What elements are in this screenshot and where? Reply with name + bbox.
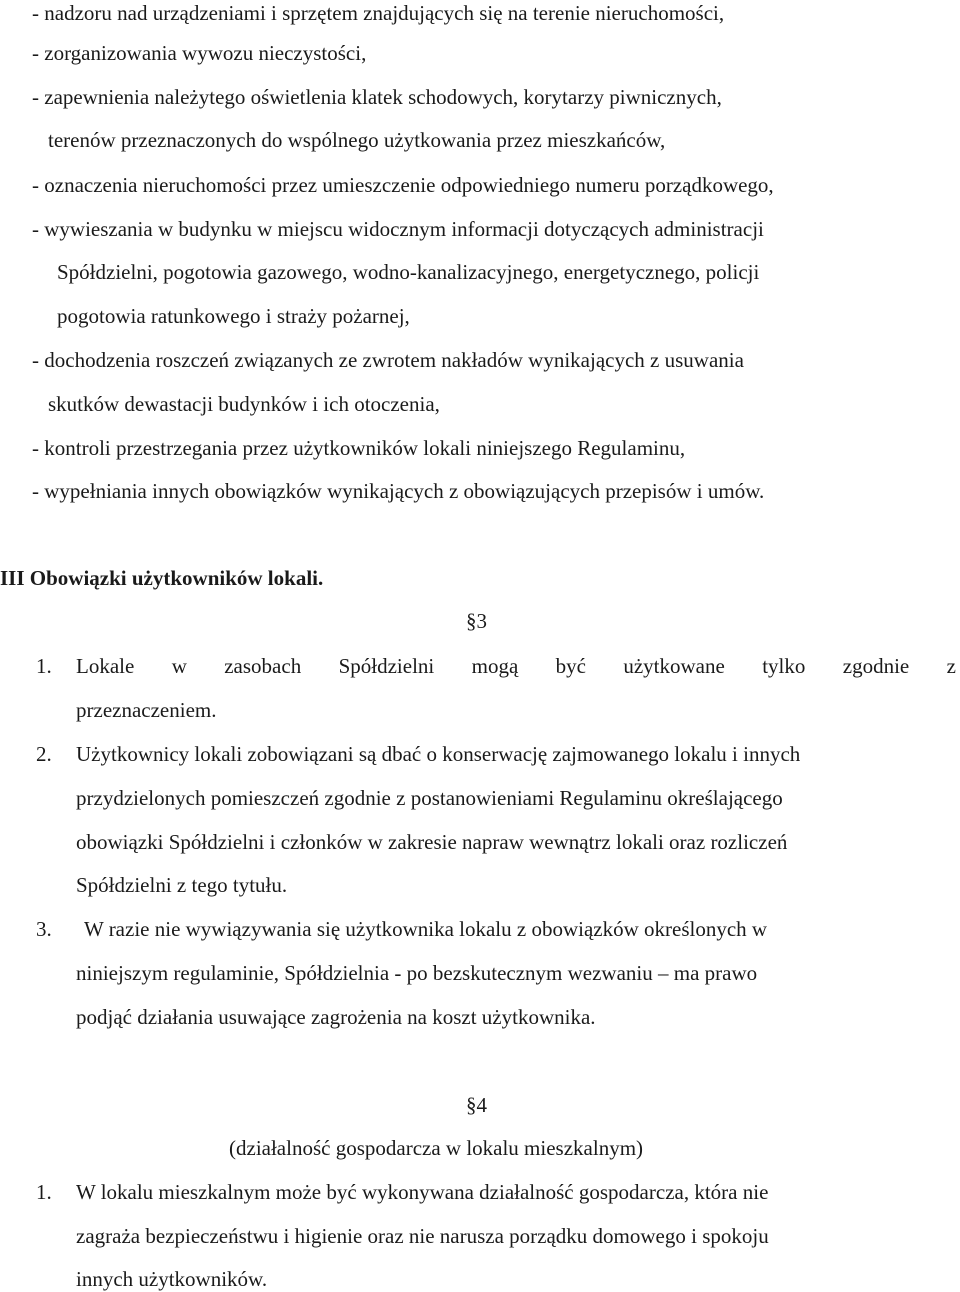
word: zasobach [224,654,302,678]
paragraph-number: 3 [476,609,487,633]
paragraph-line: Użytkownicy lokali zobowiązani są dbać o konserwację zajmowanego lokalu i innych [76,742,801,766]
word: tylko [762,654,806,678]
paragraph-line: podjąć działania usuwające zagrożenia na koszt użytkownika. [76,1005,596,1029]
list-item-continuation: pogotowia ratunkowego i straży pożarnej, [57,304,410,328]
word: w [171,654,187,678]
paragraph-number: 4 [476,1093,487,1117]
item-number: 3. [36,917,52,941]
word: Spółdzielni [338,654,435,678]
list-item-continuation: skutków dewastacji budynków i ich otoczenia, [48,392,440,416]
list-item: - wypełniania innych obowiązków wynikających z obowiązujących przepisów i umów. [32,479,765,503]
list-item: - wywieszania w budynku w miejscu widocznym informacji dotyczących administracji [32,217,764,241]
paragraph-line: niniejszym regulaminie, Spółdzielnia - po bezskutecznym wezwaniu – ma prawo [76,961,758,985]
paragraph-line: Spółdzielni z tego tytułu. [76,873,288,897]
word: mogą [471,654,519,678]
word: Lokale [76,654,135,678]
list-item: - dochodzenia roszczeń związanych ze zwrotem nakładów wynikających z usuwania [32,348,744,372]
section-heading: III Obowiązki użytkowników lokali. [0,566,324,590]
paragraph-line: przeznaczeniem. [76,698,217,722]
justified-line [76,653,956,679]
paragraph-line: przydzielonych pomieszczeń zgodnie z postanowieniami Regulaminu określającego [76,786,783,810]
paragraph-line: innych użytkowników. [76,1267,268,1291]
paragraph-subtitle: (działalność gospodarcza w lokalu mieszkalnym) [229,1136,644,1160]
word: z [946,654,956,678]
word: zgodnie [842,654,910,678]
paragraph-line: W lokalu mieszkalnym może być wykonywana działalność gospodarcza, która nie [76,1180,769,1204]
paragraph-line: W razie nie wywiązywania się użytkownika lokalu z obowiązków określonych w [84,917,768,941]
list-item: - nadzoru nad urządzeniami i sprzętem znajdujących się na terenie nieruchomości, [32,1,725,25]
item-number: 2. [36,742,52,766]
word: być [555,654,586,678]
paragraph-sign: §3 [466,609,487,633]
list-item: - zapewnienia należytego oświetlenia klatek schodowych, korytarzy piwnicznych, [32,85,722,109]
paragraph-line: obowiązki Spółdzielni i członków w zakresie napraw wewnątrz lokali oraz rozliczeń [76,830,788,854]
list-item: - kontroli przestrzegania przez użytkowników lokali niniejszego Regulaminu, [32,436,686,460]
list-item: - zorganizowania wywozu nieczystości, [32,41,367,65]
item-number: 1. [36,1180,52,1204]
paragraph-sign: §4 [466,1093,487,1117]
word: użytkowane [623,654,725,678]
paragraph-line: zagraża bezpieczeństwu i higienie oraz nie narusza porządku domowego i spokoju [76,1224,769,1248]
list-item-continuation: Spółdzielni, pogotowia gazowego, wodno-kanalizacyjnego, energetycznego, policji [57,260,760,284]
list-item-continuation: terenów przeznaczonych do wspólnego użytkowania przez mieszkańców, [48,128,666,152]
list-item: - oznaczenia nieruchomości przez umieszczenie odpowiedniego numeru porządkowego, [32,173,774,197]
item-number: 1. [36,654,52,678]
